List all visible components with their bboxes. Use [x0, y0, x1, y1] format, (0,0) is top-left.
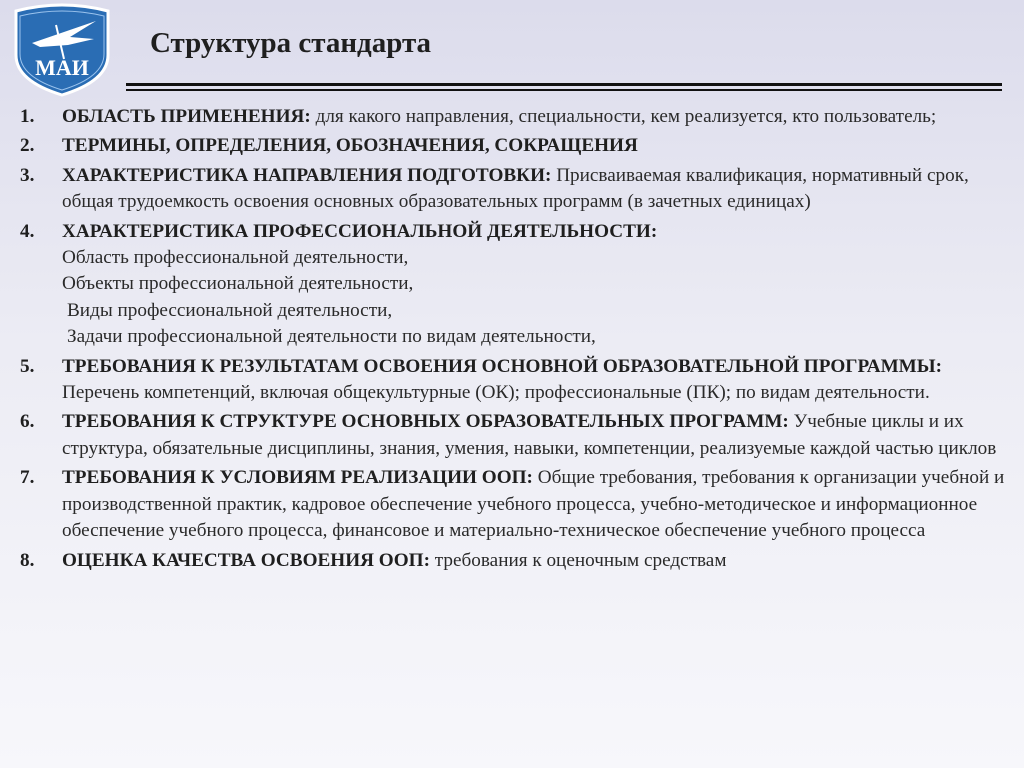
item-number: 5.	[20, 355, 35, 377]
title-divider-top	[126, 83, 1002, 86]
list-item-4	[20, 219, 1010, 351]
list-item-2	[20, 133, 1010, 159]
item-heading: ТЕРМИНЫ, ОПРЕДЕЛЕНИЯ, ОБОЗНАЧЕНИЯ, СОКРАЩЕНИЯ	[62, 135, 638, 157]
item-text: Общие требования, требования к организации учебной и производственной практик, кадровое обеспечение учебного процесса, учебно-методическое и информационное обеспечение учебного процесса, финансовое и материально-техническое обеспечение учебного процесса	[62, 467, 1005, 542]
list-item-8	[20, 548, 1010, 574]
item-heading: ХАРАКТЕРИСТИКА НАПРАВЛЕНИЯ ПОДГОТОВКИ:	[62, 164, 552, 186]
list-item-3	[20, 163, 1010, 216]
item-number: 3.	[20, 164, 35, 186]
logo-text: МАИ	[35, 55, 89, 80]
item-number: 6.	[20, 411, 35, 433]
item-number: 7.	[20, 467, 35, 489]
title-divider-bottom	[126, 89, 1002, 91]
item-text: требования к оценочным средствам	[429, 549, 727, 571]
sub-item: Задачи профессиональной деятельности по видам деятельности,	[67, 326, 596, 348]
list-item-6	[20, 409, 1010, 462]
list-item-7	[20, 465, 1010, 544]
item-heading: ХАРАКТЕРИСТИКА ПРОФЕССИОНАЛЬНОЙ ДЕЯТЕЛЬНОСТИ:	[62, 220, 658, 242]
sub-item: Объекты профессиональной деятельности,	[62, 273, 414, 295]
item-number: 8.	[20, 549, 35, 571]
item-heading: ОБЛАСТЬ ПРИМЕНЕНИЯ:	[62, 106, 311, 127]
item-heading: ТРЕБОВАНИЯ К РЕЗУЛЬТАТАМ ОСВОЕНИЯ ОСНОВНОЙ ОБРАЗОВАТЕЛЬНОЙ ПРОГРАММЫ:	[62, 355, 943, 377]
list-item-5	[20, 354, 1010, 407]
item-number: 2.	[20, 135, 35, 157]
item-heading: ОЦЕНКА КАЧЕСТВА ОСВОЕНИЯ ООП:	[62, 549, 430, 571]
item-text: Учебные циклы и их структура, обязательные дисциплины, знания, умения, навыки, компетенции, реализуемые каждой частью циклов	[62, 411, 997, 459]
mai-logo	[10, 3, 114, 97]
mai-shield-icon	[10, 3, 114, 97]
item-text: Присваиваемая квалификация, нормативный срок, общая трудоемкость освоения основных образовательных программ (в зачетных единицах)	[62, 164, 969, 213]
standard-structure-list	[20, 104, 1010, 577]
sub-item: Виды профессиональной деятельности,	[67, 299, 393, 321]
item-text: для какого направления, специальности, кем реализуется, кто пользователь;	[310, 106, 937, 127]
list-item-1	[20, 104, 1010, 130]
item-number: 1.	[20, 106, 35, 127]
item-heading: ТРЕБОВАНИЯ К СТРУКТУРЕ ОСНОВНЫХ ОБРАЗОВАТЕЛЬНЫХ ПРОГРАММ:	[62, 411, 789, 433]
page-title: Структура стандарта	[150, 27, 432, 59]
item-number: 4.	[20, 220, 35, 242]
item-text: Перечень компетенций, включая общекультурные (ОК); профессиональные (ПК); по видам деятельности.	[62, 382, 930, 404]
item-heading: ТРЕБОВАНИЯ К УСЛОВИЯМ РЕАЛИЗАЦИИ ООП:	[62, 467, 533, 489]
sub-item: Область профессиональной деятельности,	[62, 247, 409, 269]
